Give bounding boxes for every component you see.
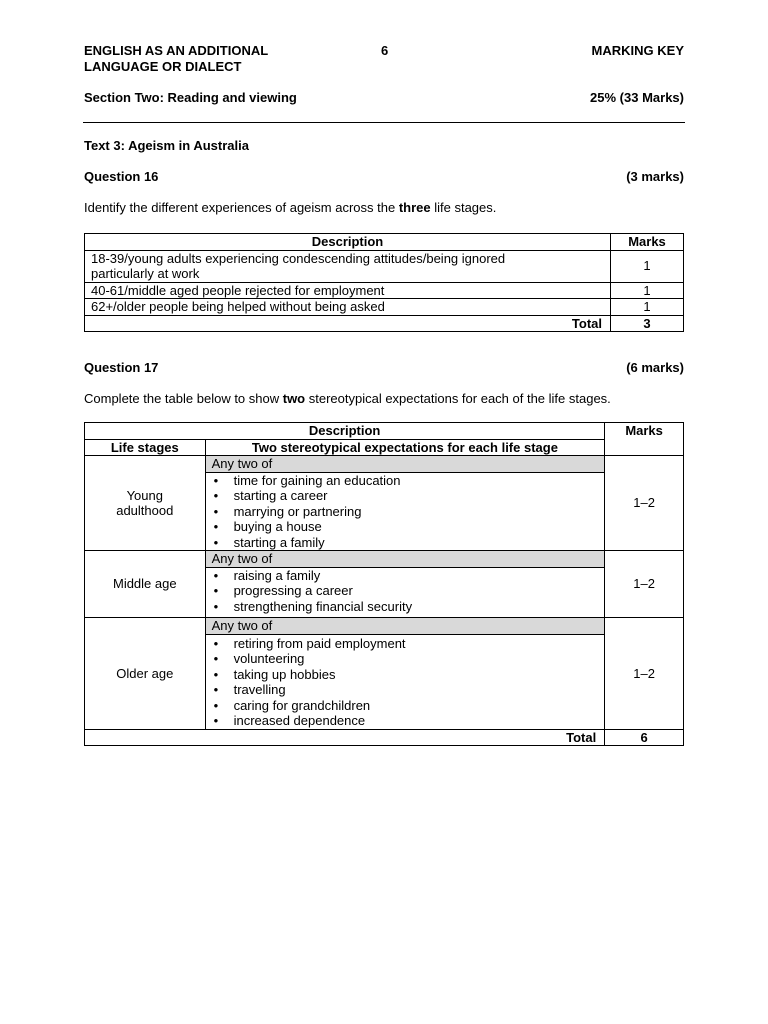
list-item: • volunteering [212, 651, 599, 667]
q17-prompt-post: stereotypical expectations for each of the life stages. [305, 391, 611, 406]
q17-young-marks: 1–2 [605, 456, 684, 551]
list-item: • starting a career [212, 488, 599, 504]
q17-prompt [84, 391, 611, 407]
q17-total-row [85, 729, 684, 746]
q16-col-marks: Marks [611, 234, 684, 251]
q17-marks: (6 marks) [626, 360, 684, 375]
table-row [85, 282, 684, 299]
q16-prompt-post: life stages. [430, 200, 497, 215]
list-item: • marrying or partnering [212, 504, 599, 520]
q17-prompt-pre: Complete the table below to show [84, 391, 283, 406]
q17-older-list [206, 635, 605, 729]
q17-col-life-stages: Life stages [85, 439, 206, 456]
q16-row-2-desc: 40-61/middle aged people rejected for employment [85, 282, 611, 299]
q17-older-marks: 1–2 [605, 618, 684, 730]
q16-label: Question 16 [84, 169, 159, 184]
q16-prompt-pre: Identify the different experiences of ageism across the [84, 200, 399, 215]
q17-total-value: 6 [605, 729, 684, 746]
list-item: • caring for grandchildren [212, 698, 599, 714]
q16-row-1-desc-line-1: 18-39/young adults experiencing condescending attitudes/being ignored [91, 250, 506, 266]
list-item: • raising a family [212, 568, 599, 584]
q17-table-header-2 [85, 439, 684, 456]
list-item: • time for gaining an education [212, 473, 599, 489]
q17-col-description: Description [85, 423, 605, 440]
q16-prompt [84, 200, 496, 216]
q16-row-3-desc: 62+/older people being helped without being asked [85, 299, 611, 316]
subject-line-2: LANGUAGE OR DIALECT [84, 59, 242, 74]
q16-prompt-bold: three [398, 200, 431, 215]
q17-stage-older: Older age [85, 618, 206, 730]
q17-middle-marks: 1–2 [605, 551, 684, 618]
q17-middle-expectations [205, 551, 605, 618]
q17-label: Question 17 [84, 360, 159, 375]
page-number: 6 [381, 43, 389, 58]
list-item: • starting a family [212, 535, 599, 551]
q17-stage-young-line-1: Young [126, 487, 163, 503]
q17-col-marks: Marks [605, 423, 684, 456]
q16-row-1-desc [85, 250, 611, 282]
table-row [85, 299, 684, 316]
q17-col-expectations: Two stereotypical expectations for each life stage [205, 439, 605, 456]
q17-older-any-two: Any two of [206, 618, 605, 635]
q17-young-any-two: Any two of [206, 456, 605, 473]
q17-older-expectations [205, 618, 605, 730]
q16-total-row [85, 315, 684, 332]
section-title: Section Two: Reading and viewing [84, 90, 297, 105]
list-item: • increased dependence [212, 713, 599, 729]
q17-stage-young [85, 456, 206, 551]
q16-row-2-marks: 1 [611, 282, 684, 299]
q17-middle-list [206, 568, 605, 618]
table-row [85, 551, 684, 618]
list-item: • buying a house [212, 519, 599, 535]
q17-middle-any-two: Any two of [206, 551, 605, 568]
q16-table [84, 233, 684, 332]
q17-young-list [206, 473, 605, 551]
section-weight: 25% (33 Marks) [590, 90, 684, 105]
list-item: • progressing a career [212, 583, 599, 599]
q16-col-description: Description [85, 234, 611, 251]
table-row [85, 250, 684, 282]
subject-title [84, 43, 268, 75]
list-item: • strengthening financial security [212, 599, 599, 615]
list-item: • taking up hobbies [212, 667, 599, 683]
header-divider [83, 122, 685, 123]
q17-stage-young-line-2: adulthood [116, 503, 174, 518]
q17-total-label: Total [85, 729, 605, 746]
table-row [85, 618, 684, 730]
text-title: Text 3: Ageism in Australia [84, 138, 249, 153]
q16-marks: (3 marks) [626, 169, 684, 184]
q16-total-value: 3 [611, 315, 684, 332]
doc-type: MARKING KEY [591, 43, 684, 58]
q17-table [84, 422, 684, 746]
list-item: • travelling [212, 682, 599, 698]
q16-row-1-marks: 1 [611, 250, 684, 282]
q17-table-header-1 [85, 423, 684, 440]
q17-prompt-bold: two [282, 391, 306, 406]
q17-young-expectations [205, 456, 605, 551]
table-row [85, 456, 684, 551]
q17-stage-middle: Middle age [85, 551, 206, 618]
list-item: • retiring from paid employment [212, 636, 599, 652]
q16-table-header [85, 234, 684, 251]
q16-total-label: Total [85, 315, 611, 332]
q16-row-1-desc-line-2: particularly at work [91, 266, 200, 281]
subject-line-1: ENGLISH AS AN ADDITIONAL [84, 43, 269, 58]
q16-row-3-marks: 1 [611, 299, 684, 316]
